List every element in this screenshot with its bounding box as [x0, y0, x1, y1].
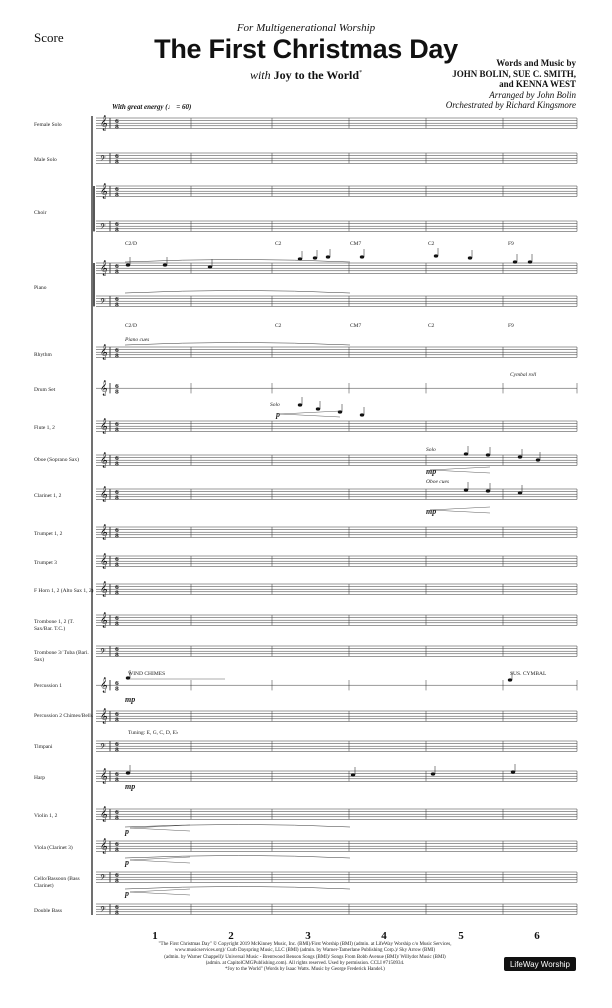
flute-solo-label: Solo — [270, 402, 280, 408]
chord-4: C2 — [428, 241, 435, 247]
instrument-label: Trombone 3/ Tuba (Bari. Sax) — [34, 650, 89, 663]
tie — [125, 856, 350, 859]
note-head — [513, 260, 517, 263]
treble-clef-icon: 𝄞 — [100, 345, 108, 360]
instrument-label: F Horn 1, 2 (Alto Sax 1, 2) — [34, 588, 94, 594]
note-head — [511, 770, 515, 773]
treble-clef-icon: 𝄞 — [100, 554, 108, 569]
note-head — [508, 678, 512, 681]
time-signature: 8 — [115, 621, 119, 628]
treble-clef-icon: 𝄞 — [100, 487, 108, 502]
time-signature: 6 — [115, 742, 119, 748]
bass-clef-icon: 𝄢 — [100, 155, 106, 165]
note-head — [298, 403, 302, 406]
time-signature: 8 — [115, 124, 119, 131]
crescendo-hairpin — [130, 857, 190, 863]
tie — [125, 887, 350, 890]
instrument-label: Trumpet 3 — [34, 560, 57, 566]
time-signature: 8 — [115, 562, 119, 569]
instrument-label: Harp — [34, 775, 45, 781]
note-head — [360, 255, 364, 258]
time-signature: 8 — [115, 652, 119, 659]
note-head — [360, 413, 364, 416]
crescendo-hairpin — [280, 411, 340, 417]
time-signature: 6 — [115, 154, 119, 160]
instrument-label: Female Solo — [34, 122, 62, 128]
bass-clef-icon: 𝄢 — [100, 648, 106, 658]
bass-clef-icon: 𝄢 — [100, 298, 106, 308]
tie — [125, 291, 350, 294]
time-signature: 6 — [115, 772, 119, 778]
time-signature: 8 — [115, 878, 119, 885]
treble-clef-icon: 𝄞 — [100, 807, 108, 822]
note-head — [486, 489, 490, 492]
time-signature: 6 — [115, 119, 119, 125]
instrument-label: Percussion 1 — [34, 683, 62, 689]
treble-clef-icon: 𝄞 — [100, 525, 108, 540]
rhythm-chord-5: F9 — [508, 323, 514, 329]
clarinet-mp: mp — [426, 507, 437, 516]
oboe-solo-label: Solo — [426, 447, 436, 453]
crescendo-hairpin — [130, 889, 190, 895]
time-signature: 6 — [115, 681, 119, 687]
instrument-label: Viola (Clarinet 3) — [34, 845, 73, 851]
footer-line5: *Joy to the World" (Words by Isaac Watts. Music by George Frederick Handel.) — [225, 967, 385, 973]
instrument-label: Cello/Bassoon (Bass Clarinet) — [34, 876, 80, 889]
time-signature: 8 — [115, 847, 119, 854]
page-title: The First Christmas Day — [154, 34, 458, 64]
for-line: For Multigenerational Worship — [236, 22, 376, 34]
time-signature: 6 — [115, 348, 119, 354]
score-label: Score — [34, 30, 64, 45]
note-head — [486, 453, 490, 456]
measure-number-3: 3 — [305, 930, 311, 942]
instrument-label: Timpani — [34, 744, 53, 750]
measure-number-4: 4 — [381, 930, 387, 942]
time-signature: 6 — [115, 384, 119, 390]
time-signature: 8 — [115, 686, 119, 693]
footer-line1: "The First Christmas Day" © Copyright 2019 McKinney Music, Inc. (BMI)/First Worship (BMI) (admin. at LifeWay Worship c/o Music Services, — [158, 942, 452, 947]
time-signature: 8 — [115, 192, 119, 199]
time-signature: 6 — [115, 616, 119, 622]
subtitle-with: with — [249, 68, 271, 82]
treble-clef-icon: 𝄞 — [100, 678, 108, 693]
crescendo-hairpin — [430, 467, 490, 473]
instrument-label: Piano — [34, 285, 47, 291]
crescendo-hairpin — [430, 507, 490, 513]
instrument-label: Trumpet 1, 2 — [34, 531, 63, 537]
credits-line3: and KENNA WEST — [499, 79, 576, 89]
wind-chimes-label: WIND CHIMES — [128, 671, 166, 677]
time-signature: 8 — [115, 590, 119, 597]
treble-clef-icon: 𝄞 — [100, 613, 108, 628]
note-head — [126, 263, 130, 266]
time-signature: 8 — [115, 427, 119, 434]
time-signature: 6 — [115, 810, 119, 816]
note-head — [351, 773, 355, 776]
time-signature: 6 — [115, 585, 119, 591]
publisher-logo: LifeWay Worship — [504, 957, 576, 971]
note-head — [126, 771, 130, 774]
rhythm-chord-3: CM7 — [350, 323, 362, 329]
credits-orchestrated: Orchestrated by Richard Kingsmore — [445, 100, 576, 110]
time-signature: 6 — [115, 873, 119, 879]
bass-clef-icon: 𝄢 — [100, 743, 106, 753]
measure-number-5: 5 — [458, 930, 464, 942]
viola-p: p — [125, 858, 129, 867]
time-signature: 6 — [115, 422, 119, 428]
instrument-label: Oboe (Soprano Sax) — [34, 457, 79, 463]
subtitle-mark: * — [359, 70, 363, 76]
tuning-label: Tuning: E, G, C, D, E♭ — [128, 730, 179, 736]
time-signature: 6 — [115, 528, 119, 534]
time-signature: 6 — [115, 557, 119, 563]
note-head — [518, 491, 522, 494]
note-head — [208, 265, 212, 268]
time-signature: 6 — [115, 456, 119, 462]
time-signature: 6 — [115, 647, 119, 653]
subtitle-song: Joy to the World — [273, 68, 360, 82]
note-head — [313, 256, 317, 259]
time-signature: 6 — [115, 905, 119, 911]
time-signature: 8 — [115, 815, 119, 822]
bass-clef-icon: 𝄢 — [100, 223, 106, 233]
treble-clef-icon: 𝄞 — [100, 116, 108, 131]
instrument-label: Rhythm — [34, 352, 52, 358]
credits-arranged: Arranged by John Bolin — [489, 89, 576, 100]
cymbal-roll-label: Cymbal roll — [510, 372, 537, 378]
note-head — [464, 452, 468, 455]
time-signature: 6 — [115, 264, 119, 270]
instrument-label: Flute 1, 2 — [34, 425, 55, 431]
instrument-label: Clarinet 1, 2 — [34, 493, 62, 499]
chord-5: F9 — [508, 241, 514, 247]
rhythm-chord-4: C2 — [428, 323, 435, 329]
note-head — [431, 772, 435, 775]
note-head — [163, 263, 167, 266]
time-signature: 8 — [115, 302, 119, 309]
tie — [125, 260, 350, 263]
time-signature: 6 — [115, 712, 119, 718]
instrument-label: Double Bass — [34, 908, 62, 914]
note-head — [326, 255, 330, 258]
tie — [125, 343, 350, 346]
credits-line1: Words and Music by — [496, 58, 576, 68]
measure-number-6: 6 — [534, 930, 540, 942]
sus-cymbal-label: SUS. CYMBAL — [510, 671, 547, 677]
flute-p: p — [276, 410, 280, 419]
treble-clef-icon: 𝄞 — [100, 261, 108, 276]
instrument-label: Violin 1, 2 — [34, 813, 58, 819]
footer-line3: (admin. by Warner Chappell)/ Universal Music - Brentwood Benson Songs (BMI)/ Songs From Bobb Avenue (BMI)/ Willydot Music (BMI) — [164, 954, 446, 960]
time-signature: 8 — [115, 495, 119, 502]
time-signature: 6 — [115, 297, 119, 303]
rhythm-chord-2: C2 — [275, 323, 282, 329]
treble-clef-icon: 𝄞 — [100, 453, 108, 468]
time-signature: 8 — [115, 159, 119, 166]
treble-clef-icon: 𝄞 — [100, 419, 108, 434]
time-signature: 8 — [115, 269, 119, 276]
measure-number-1: 1 — [152, 930, 158, 942]
cello-p: p — [125, 889, 129, 898]
note-head — [464, 488, 468, 491]
oboe-cues-label: Oboe cues — [426, 479, 450, 485]
time-signature: 6 — [115, 490, 119, 496]
instrument-label: Trombone 1, 2 (T. Sax/Bar. T.C.) — [34, 619, 74, 632]
instrument-label: Percussion 2 Chimes/Bells — [34, 713, 93, 719]
time-signature: 8 — [115, 717, 119, 724]
oboe-mp: mp — [426, 467, 437, 476]
bass-clef-icon: 𝄢 — [100, 874, 106, 884]
rhythm-chord-1: C2/D — [125, 323, 137, 329]
note-head — [316, 407, 320, 410]
time-signature: 8 — [115, 461, 119, 468]
time-signature: 8 — [115, 353, 119, 360]
note-head — [536, 458, 540, 461]
tempo-marking: With great energy (♩ = 60) — [112, 103, 192, 111]
instrument-label: Male Solo — [34, 157, 57, 163]
copyright-footer — [120, 942, 490, 973]
time-signature: 8 — [115, 389, 119, 396]
note-head — [434, 254, 438, 257]
harp-mp: mp — [125, 782, 136, 791]
note-head — [468, 256, 472, 259]
treble-clef-icon: 𝄞 — [100, 839, 108, 854]
time-signature: 8 — [115, 777, 119, 784]
instrument-label: Choir — [34, 210, 47, 216]
note-head — [528, 260, 532, 263]
time-signature: 6 — [115, 222, 119, 228]
time-signature: 8 — [115, 227, 119, 234]
treble-clef-icon: 𝄞 — [100, 381, 108, 396]
note-head — [518, 455, 522, 458]
instrument-label: Drum Set — [34, 387, 56, 393]
chord-2: C2 — [275, 241, 282, 247]
time-signature: 8 — [115, 533, 119, 540]
perc-mp: mp — [125, 695, 136, 704]
violin-p: p — [125, 827, 129, 836]
time-signature: 6 — [115, 842, 119, 848]
time-signature: 8 — [115, 747, 119, 754]
time-signature: 8 — [115, 910, 119, 917]
treble-clef-icon: 𝄞 — [100, 582, 108, 597]
footer-line4: (admin. at CapitolCMGPublishing.com). All rights reserved. Used by permission. CCLI #7150934. — [205, 960, 405, 966]
footer-line2: www.musicservices.org)/ Curb Dayspring Music, LLC (BMI) (admin. by Warner-Tamerlane Publishing Corp.)/ Sky Arrow (BMI) — [174, 948, 436, 954]
treble-clef-icon: 𝄞 — [100, 184, 108, 199]
credits-line2: JOHN BOLIN, SUE C. SMITH, — [452, 68, 576, 79]
time-signature: 6 — [115, 187, 119, 193]
measure-number-2: 2 — [228, 930, 234, 942]
piano-cues-label: Piano cues — [125, 337, 150, 343]
chord-1: C2/D — [125, 241, 137, 247]
treble-clef-icon: 𝄞 — [100, 769, 108, 784]
bass-clef-icon: 𝄢 — [100, 906, 106, 916]
chord-3: CM7 — [350, 241, 362, 247]
treble-clef-icon: 𝄞 — [100, 709, 108, 724]
